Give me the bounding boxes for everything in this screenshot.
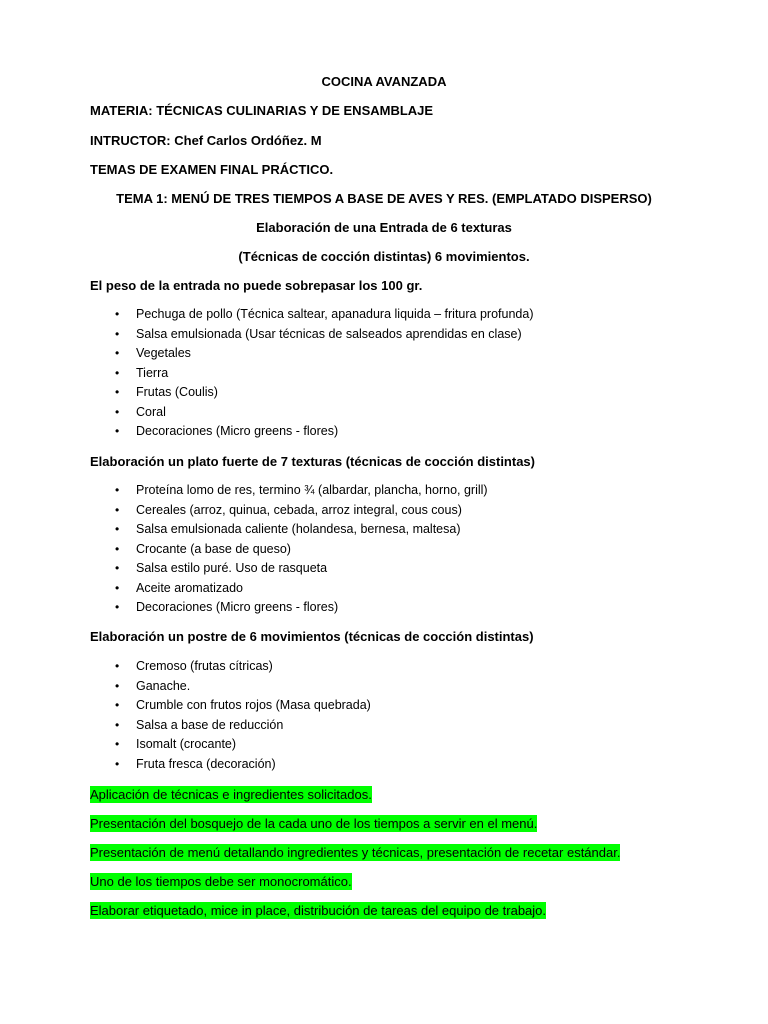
list-item (0, 657, 768, 677)
bullet-icon: • (115, 365, 120, 380)
list-item-text: Ganache. (136, 678, 191, 693)
bullet-icon: • (115, 580, 120, 595)
list-item-text: Salsa estilo puré. Uso de rasqueta (136, 561, 328, 575)
tema1-title: TEMA 1: MENÚ DE TRES TIEMPOS A BASE DE AVES Y RES. (EMPLATADO DISPERSO) (116, 191, 652, 206)
bullet-icon: • (115, 678, 120, 693)
list-item (0, 481, 768, 501)
peso-note: El peso de la entrada no puede sobrepasar los 100 gr. (90, 278, 423, 293)
temas-line: TEMAS DE EXAMEN FINAL PRÁCTICO. (90, 162, 334, 177)
entrada-list (0, 305, 768, 442)
list-item (0, 501, 768, 521)
list-item-text: Crumble con frutos rojos (Masa quebrada) (136, 698, 371, 712)
requirement-line (0, 844, 768, 861)
bullet-icon: • (115, 756, 120, 771)
highlighted-requirement: Aplicación de técnicas e ingredientes solicitados. (90, 787, 372, 802)
highlighted-requirement: Presentación del bosquejo de la cada uno de los tiempos a servir en el menú. (90, 816, 538, 831)
bullet-icon: • (115, 502, 120, 517)
list-item-text: Proteína lomo de res, termino ¾ (albardar, plancha, horno, grill) (136, 483, 488, 497)
list-item-text: Vegetales (136, 346, 191, 360)
bullet-icon: • (115, 698, 120, 712)
bullet-icon: • (115, 404, 120, 419)
instructor-line: INTRUCTOR: Chef Carlos Ordóñez. M (90, 133, 322, 148)
list-item-text: Decoraciones (Micro greens - flores) (136, 424, 339, 438)
bullet-icon: • (115, 326, 120, 341)
list-item (0, 598, 768, 618)
list-item-text: Salsa emulsionada caliente (holandesa, bernesa, maltesa) (136, 522, 461, 536)
list-item (0, 579, 768, 599)
postre-list (0, 657, 768, 774)
list-item-text: Cremoso (frutas cítricas) (136, 659, 273, 673)
list-item (0, 520, 768, 540)
bullet-icon: • (115, 659, 120, 673)
list-item (0, 755, 768, 775)
list-item (0, 422, 768, 442)
materia-line: MATERIA: TÉCNICAS CULINARIAS Y DE ENSAMBLAJE (90, 103, 434, 118)
requirement-line (0, 873, 768, 890)
plato-fuerte-list (0, 481, 768, 618)
bullet-icon: • (115, 561, 120, 575)
bullet-icon: • (115, 600, 120, 614)
list-item-text: Pechuga de pollo (Técnica saltear, apanadura liquida – fritura profunda) (136, 307, 534, 321)
bullet-icon: • (115, 522, 120, 536)
list-item (0, 735, 768, 755)
highlighted-requirement: Elaborar etiquetado, mice in place, distribución de tareas del equipo de trabajo. (90, 903, 547, 918)
bullet-icon: • (115, 346, 120, 360)
list-item (0, 325, 768, 345)
bullet-icon: • (115, 424, 120, 438)
list-item-text: Crocante (a base de queso) (136, 541, 291, 556)
document-title: COCINA AVANZADA (321, 74, 447, 89)
list-item-text: Cereales (arroz, quinua, cebada, arroz integral, cous cous) (136, 502, 462, 517)
entrada-heading: Elaboración de una Entrada de 6 texturas (256, 220, 512, 235)
bullet-icon: • (115, 483, 120, 497)
list-item (0, 364, 768, 384)
highlighted-requirement: Uno de los tiempos debe ser monocromático. (90, 874, 352, 889)
list-item (0, 383, 768, 403)
postre-heading: Elaboración un postre de 6 movimientos (técnicas de cocción distintas) (90, 629, 534, 644)
plato-fuerte-heading: Elaboración un plato fuerte de 7 texturas (técnicas de cocción distintas) (90, 454, 535, 469)
list-item-text: Decoraciones (Micro greens - flores) (136, 600, 339, 614)
list-item (0, 305, 768, 325)
requirement-line (0, 902, 768, 919)
list-item-text: Salsa a base de reducción (136, 717, 284, 732)
list-item-text: Salsa emulsionada (Usar técnicas de salseados aprendidas en clase) (136, 326, 522, 341)
list-item (0, 344, 768, 364)
list-item-text: Aceite aromatizado (136, 580, 244, 595)
list-item-text: Frutas (Coulis) (136, 385, 218, 399)
bullet-icon: • (115, 737, 120, 751)
list-item (0, 559, 768, 579)
bullet-icon: • (115, 307, 120, 321)
requirement-line (0, 786, 768, 803)
bullet-icon: • (115, 541, 120, 556)
bullet-icon: • (115, 385, 120, 399)
highlighted-requirement: Presentación de menú detallando ingredientes y técnicas, presentación de recetar estándar. (90, 845, 621, 860)
entrada-subheading: (Técnicas de cocción distintas) 6 movimientos. (238, 249, 530, 264)
list-item-text: Isomalt (crocante) (136, 737, 237, 751)
list-item (0, 677, 768, 697)
list-item-text: Coral (136, 404, 166, 419)
list-item-text: Fruta fresca (decoración) (136, 756, 276, 771)
list-item-text: Tierra (136, 365, 169, 380)
list-item (0, 696, 768, 716)
requirement-line (0, 815, 768, 832)
bullet-icon: • (115, 717, 120, 732)
list-item (0, 716, 768, 736)
list-item (0, 403, 768, 423)
list-item (0, 540, 768, 560)
